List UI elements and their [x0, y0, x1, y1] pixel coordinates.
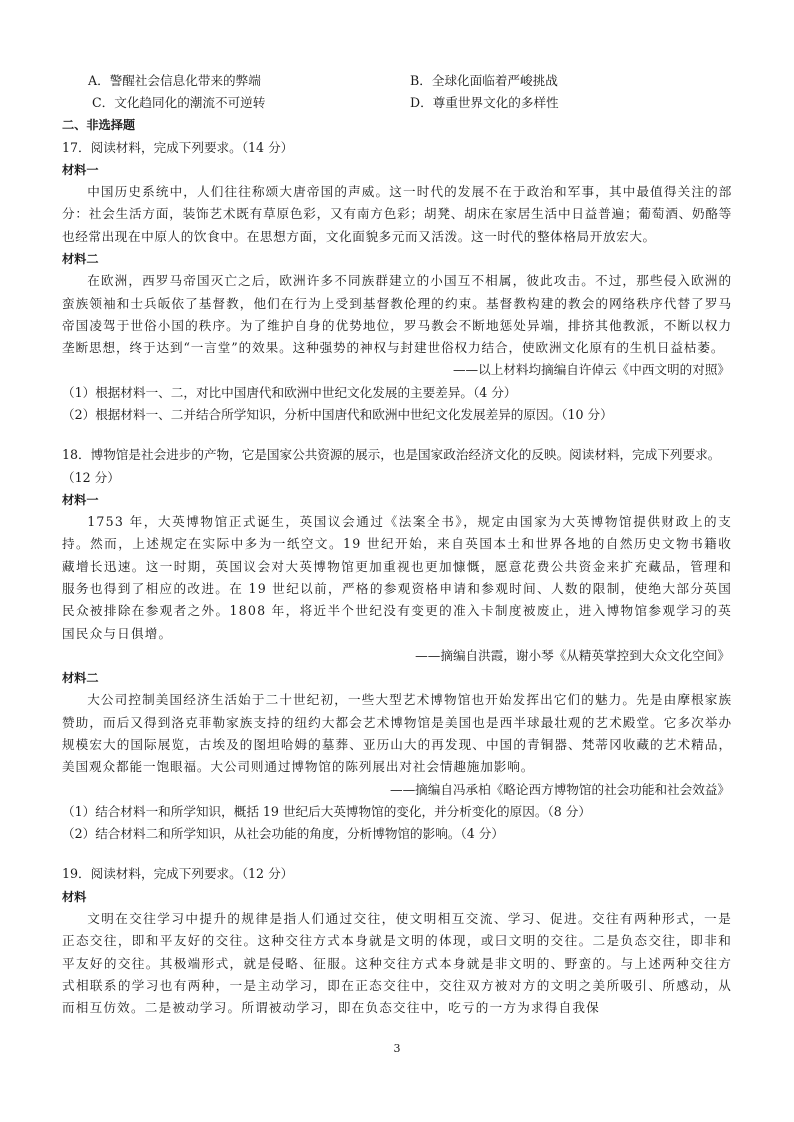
q18-material-1-title: 材料一 — [62, 492, 99, 507]
question-18-stem: 18．博物馆是社会进步的产物，它是国家公共资源的展示，也是国家政治经济文化的反映。阅读材料，完成下列要求。（12 分） — [62, 447, 721, 485]
q18-material-1-text: 1753 年，大英博物馆正式诞生，英国议会通过《法案全书》，规定由国家为大英博物馆提供财政上的支持。然而，上述规定在实际中多为一纸空文。19 世纪开始，来自英国本土和世界各地的自然历史文物书籍收藏增长迅速。这一时期，英国议会对大英博物馆更加重视也更加慷慨，愿意花费公共资金来扩充藏品，管理和服务也得到了相应的改进。在 19 世纪以前，严格的参观资格申请和参观时间、人数的限制，使绝大部分英国民众被排除在参观者之外。1808 年，将近半个世纪没有变更的准入卡制度被废止，进入博物馆参观学习的英国民众与日俱增。 — [62, 514, 732, 641]
q17-material-2-text: 在欧洲，西罗马帝国灭亡之后，欧洲许多不同族群建立的小国互不相属，彼此攻击。不过，那些侵入欧洲的蛮族领袖和士兵皈依了基督教，他们在行为上受到基督教伦理的约束。基督教构建的教会的网络秩序代替了罗马帝国凌驾于世俗小国的秩序。为了维护自身的优势地位，罗马教会不断地惩处异端，排挤其他教派，不断以权力垄断思想，终于达到“一言堂”的效果。这种强势的神权与封建世俗权力结合，使欧洲文化原有的生机日益枯萎。 — [62, 273, 732, 356]
page-content — [62, 70, 732, 1019]
q17-material-1-text: 中国历史系统中，人们往往称颂大唐帝国的声威。这一时代的发展不在于政治和军事，其中最值得关注的部分：社会生活方面，装饰艺术既有草原色彩，又有南方色彩；胡凳、胡床在家居生活中日益普遍；葡萄酒、奶酪等也经常出现在中原人的饮食中。在思想方面，文化面貌多元而又活泼。这一时代的整体格局开放宏大。 — [62, 184, 732, 244]
q17-source: ——以上材料均摘编自许倬云《中西文明的对照》 — [452, 362, 730, 378]
section-title: 二、非选择题 — [62, 118, 136, 133]
options-row-1 — [62, 70, 732, 92]
page-number: 3 — [393, 1042, 401, 1055]
q19-material-text: 文明在交往学习中提升的规律是指人们通过交往，使文明相互交流、学习、促进。交往有两种形式，一是正态交往，即和平友好的交往。这种交往方式本身就是文明的体现，或曰文明的交往。二是负态交往，即非和平友好的交往。其极端形式，就是侵略、征服。这种交往方式本身就是非文明的、野蛮的。与上述两种交往方式相联系的学习也有两种，一是主动学习，即在正态交往中，交往双方被对方的文明之美所吸引、所感动，从而相互仿效。二是被动学习。所谓被动学习，即在负态交往中，吃亏的一方为求得自我保 — [62, 910, 732, 1016]
option-d: D．尊重世界文化的多样性 — [410, 95, 559, 111]
q19-material-title: 材料 — [62, 889, 87, 904]
q17-material-1-title: 材料一 — [62, 162, 99, 177]
option-a: A．警醒社会信息化带来的弊端 — [88, 73, 261, 88]
q18-material-2-text: 大公司控制美国经济生活始于二十世纪初，一些大型艺术博物馆也开始发挥出它们的魅力。先是由摩根家族赞助，而后又得到洛克菲勒家族支持的纽约大都会艺术博物馆是美国也是西半球最壮观的艺术殿堂。它多次举办规模宏大的国际展览，古埃及的图坦哈姆的墓葬、亚历山大的再发现、中国的青铜器、梵蒂冈收藏的艺术精品，美国观众都能一饱眼福。大公司则通过博物馆的陈列展出对社会情趣施加影响。 — [62, 692, 732, 775]
q18-material-2-source: ——摘编自冯承柏《略论西方博物馆的社会功能和社会效益》 — [389, 781, 730, 797]
q17-sub-1: （1）根据材料一、二，对比中国唐代和欧洲中世纪文化发展的主要差异。（4 分） — [62, 384, 517, 400]
q17-material-2-title: 材料二 — [62, 252, 99, 266]
option-c: C．文化趋同化的潮流不可逆转 — [92, 95, 266, 111]
q18-material-1-source: ——摘编自洪霞，谢小琴《从精英掌控到大众文化空间》 — [415, 647, 730, 663]
option-b: B．全球化面临着严峻挑战 — [410, 73, 558, 88]
q18-material-2-title: 材料二 — [62, 671, 99, 686]
options-row-2 — [62, 92, 732, 114]
question-19-stem: 19．阅读材料，完成下列要求。（12 分） — [62, 866, 294, 882]
q18-sub-2: （2）结合材料二和所学知识，从社会功能的角度，分析博物馆的影响。（4 分） — [62, 826, 504, 842]
q17-sub-2: （2）根据材料一、二并结合所学知识，分析中国唐代和欧洲中世纪文化发展差异的原因。（10 分） — [62, 406, 613, 422]
q18-sub-1: （1）结合材料一和所学知识，概括 19 世纪后大英博物馆的变化，并分析变化的原因。（8 分） — [62, 803, 591, 819]
question-17-stem: 17．阅读材料，完成下列要求。（14 分） — [62, 139, 294, 155]
